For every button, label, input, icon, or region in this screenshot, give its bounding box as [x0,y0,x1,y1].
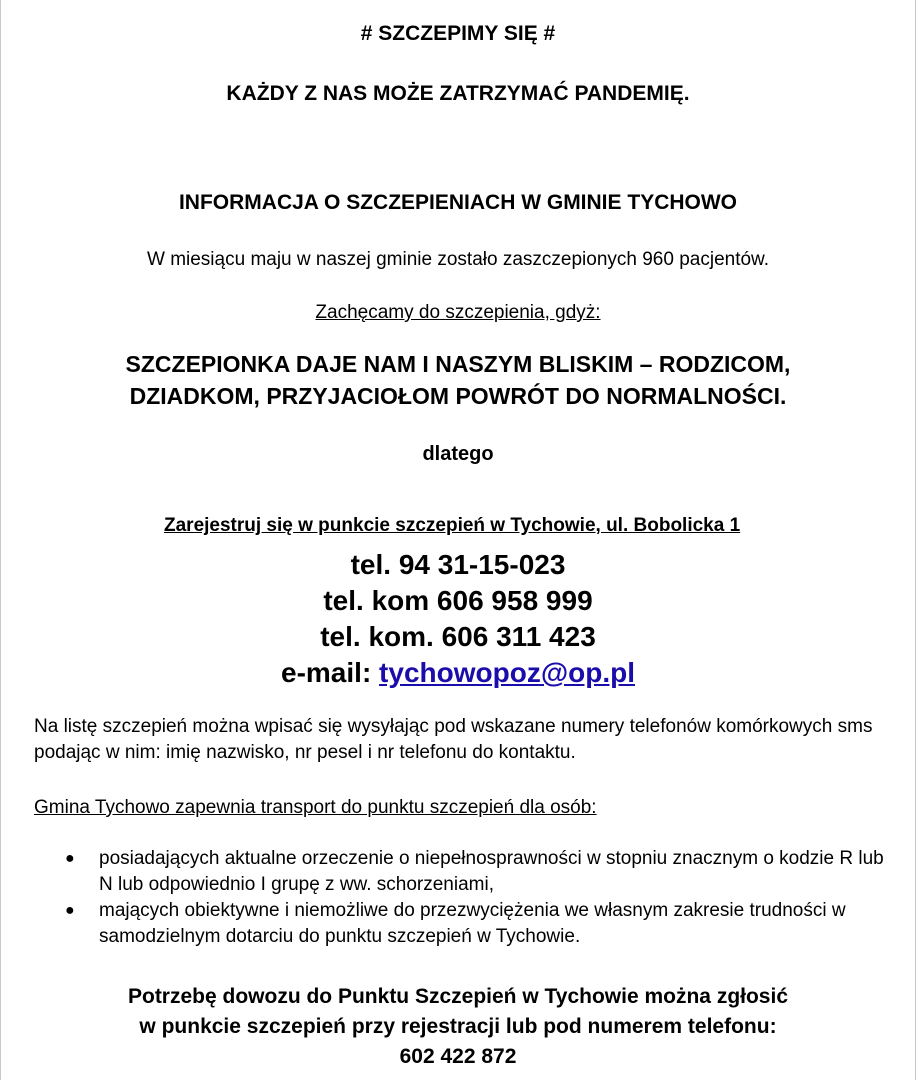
transport-request-info [1,982,915,1072]
email-link[interactable]: tychowopoz@op.pl [379,657,635,688]
contact-block [1,547,915,691]
list-item-text: posiadających aktualne orzeczenie o niepełnosprawności w stopniu znacznym o kodzie R lub N lub odpowiednio I grupę z ww. schorzeniami, [99,848,884,895]
list-item [61,898,891,950]
campaign-slogan: # SZCZEPIMY SIĘ # [360,22,556,45]
list-item-text: mających obiektywne i niemożliwe do przezwyciężenia we własnym zakresie trudności w samodzielnym dotarciu do punktu szczepień w Tychowie. [99,900,846,947]
footer-line-1: Potrzebę dowozu do Punktu Szczepień w Tychowie można zgłosić [127,985,788,1008]
bullet-icon: ● [65,902,75,919]
vaccine-statement-line-1: SZCZEPIONKA DAJE NAM I NASZYM BLISKIM – RODZICOM, [125,351,791,377]
email-label: e-mail: [281,657,380,688]
transport-intro: Gmina Tychowo zapewnia transport do punktu szczepień dla osób: [34,797,597,818]
section-title: INFORMACJA O SZCZEPIENIACH W GMINIE TYCHOWO [178,191,738,214]
transport-eligibility-list [61,846,891,950]
footer-phone: 602 422 872 [399,1045,517,1068]
list-item [61,846,891,898]
phone-1: tel. 94 31-15-023 [350,549,566,580]
campaign-subtitle: KAŻDY Z NAS MOŻE ZATRZYMAĆ PANDEMIĘ. [226,82,690,105]
vaccination-count-info: W miesiącu maju w naszej gminie zostało zaszczepionych 960 pacjentów. [146,249,770,270]
vaccine-statement [1,348,915,412]
sms-registration-info: Na listę szczepień można wpisać się wysyłając pod wskazane numery telefonów komórkowych sms podając w nim: imię nazwisko, nr pesel i nr telefonu do kontaktu. [34,716,873,763]
email-row [1,655,915,691]
vaccine-statement-line-2: DZIADKOM, PRZYJACIOŁOM POWRÓT DO NORMALNOŚCI. [129,383,787,409]
phone-3: tel. kom. 606 311 423 [320,621,596,652]
footer-line-2: w punkcie szczepień przy rejestracji lub pod numerem telefonu: [139,1015,777,1038]
phone-2: tel. kom 606 958 999 [323,585,593,616]
bullet-icon: ● [65,850,75,867]
registration-address: Zarejestruj się w punkcie szczepień w Tychowie, ul. Bobolicka 1 [164,515,741,536]
therefore-text: dlatego [422,443,494,465]
encourage-text: Zachęcamy do szczepienia, gdyż: [315,302,601,323]
